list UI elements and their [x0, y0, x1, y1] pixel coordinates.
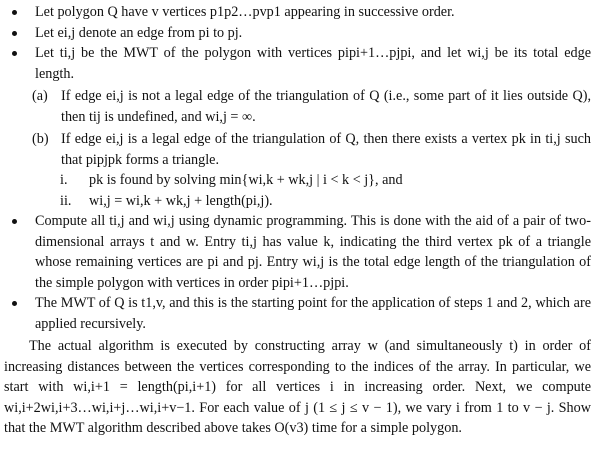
roman-item-i	[4, 170, 591, 191]
sub-item-label: (b)	[32, 131, 49, 147]
list-item	[4, 43, 591, 84]
bullet-icon	[12, 219, 17, 224]
bullet-text: Compute all ti,j and wi,j using dynamic programming. This is done with the aid of a pair of two-dimensional arrays t and w. Entry ti,j has value k, indicating the third vertex pk of a triangle whose remaining vertices are pi and pj. Entry wi,j is the total edge length of the triangulation of the simple polygon with vertices in order pipi+1…pjpi.	[35, 213, 591, 291]
roman-item-ii	[4, 191, 591, 212]
sub-item-a	[4, 86, 591, 127]
bullet-text: Let ei,j denote an edge from pi to pj.	[35, 24, 243, 41]
bullet-icon	[12, 301, 17, 306]
roman-item-text: wi,j = wi,k + wk,j + length(pi,j).	[89, 192, 273, 209]
body-paragraph: The actual algorithm is executed by constructing array w (and simultaneously t) in order of increasing distances between the vertices corresponding to the indices of the array. In particular, we start with wi,i+1 = length(pi,i+1) for all vertices i in increasing order. Next, we compute wi,i+2wi,i+3…wi,i+j…wi,i+v−1. For each value of j (1 ≤ j ≤ v − 1), we vary i from 1 to v − j. Show that the MWT algorithm described above takes O(v3) time for a simple polygon.	[4, 338, 591, 436]
list-item	[4, 293, 591, 334]
bullet-text: Let polygon Q have v vertices p1p2…pvp1 appearing in successive order.	[35, 4, 455, 20]
roman-item-text: pk is found by solving min{wi,k + wk,j | i < k < j}, and	[89, 172, 403, 188]
sub-item-b	[4, 129, 591, 170]
list-item	[4, 2, 591, 23]
sub-item-text: If edge ei,j is a legal edge of the triangulation of Q, then there exists a vertex pk in ti,j such that pipjpk forms a triangle.	[61, 131, 591, 168]
bullet-icon	[12, 10, 17, 15]
bullet-icon	[12, 51, 17, 56]
list-item	[4, 23, 591, 44]
sub-item-text: If edge ei,j is not a legal edge of the triangulation of Q (i.e., some part of it lies outside Q), then tij is undefined, and wi,j = ∞.	[61, 88, 591, 125]
bullet-icon	[12, 31, 17, 36]
bullet-text: Let ti,j be the MWT of the polygon with vertices pipi+1…pjpi, and let wi,j be its total edge length.	[35, 45, 591, 82]
roman-item-label: i.	[60, 172, 68, 188]
bullet-text: The MWT of Q is t1,v, and this is the starting point for the application of steps 1 and 2, which are applied recursively.	[35, 295, 591, 332]
sub-item-label: (a)	[32, 88, 48, 104]
list-item	[4, 211, 591, 293]
roman-item-label: ii.	[60, 192, 72, 209]
